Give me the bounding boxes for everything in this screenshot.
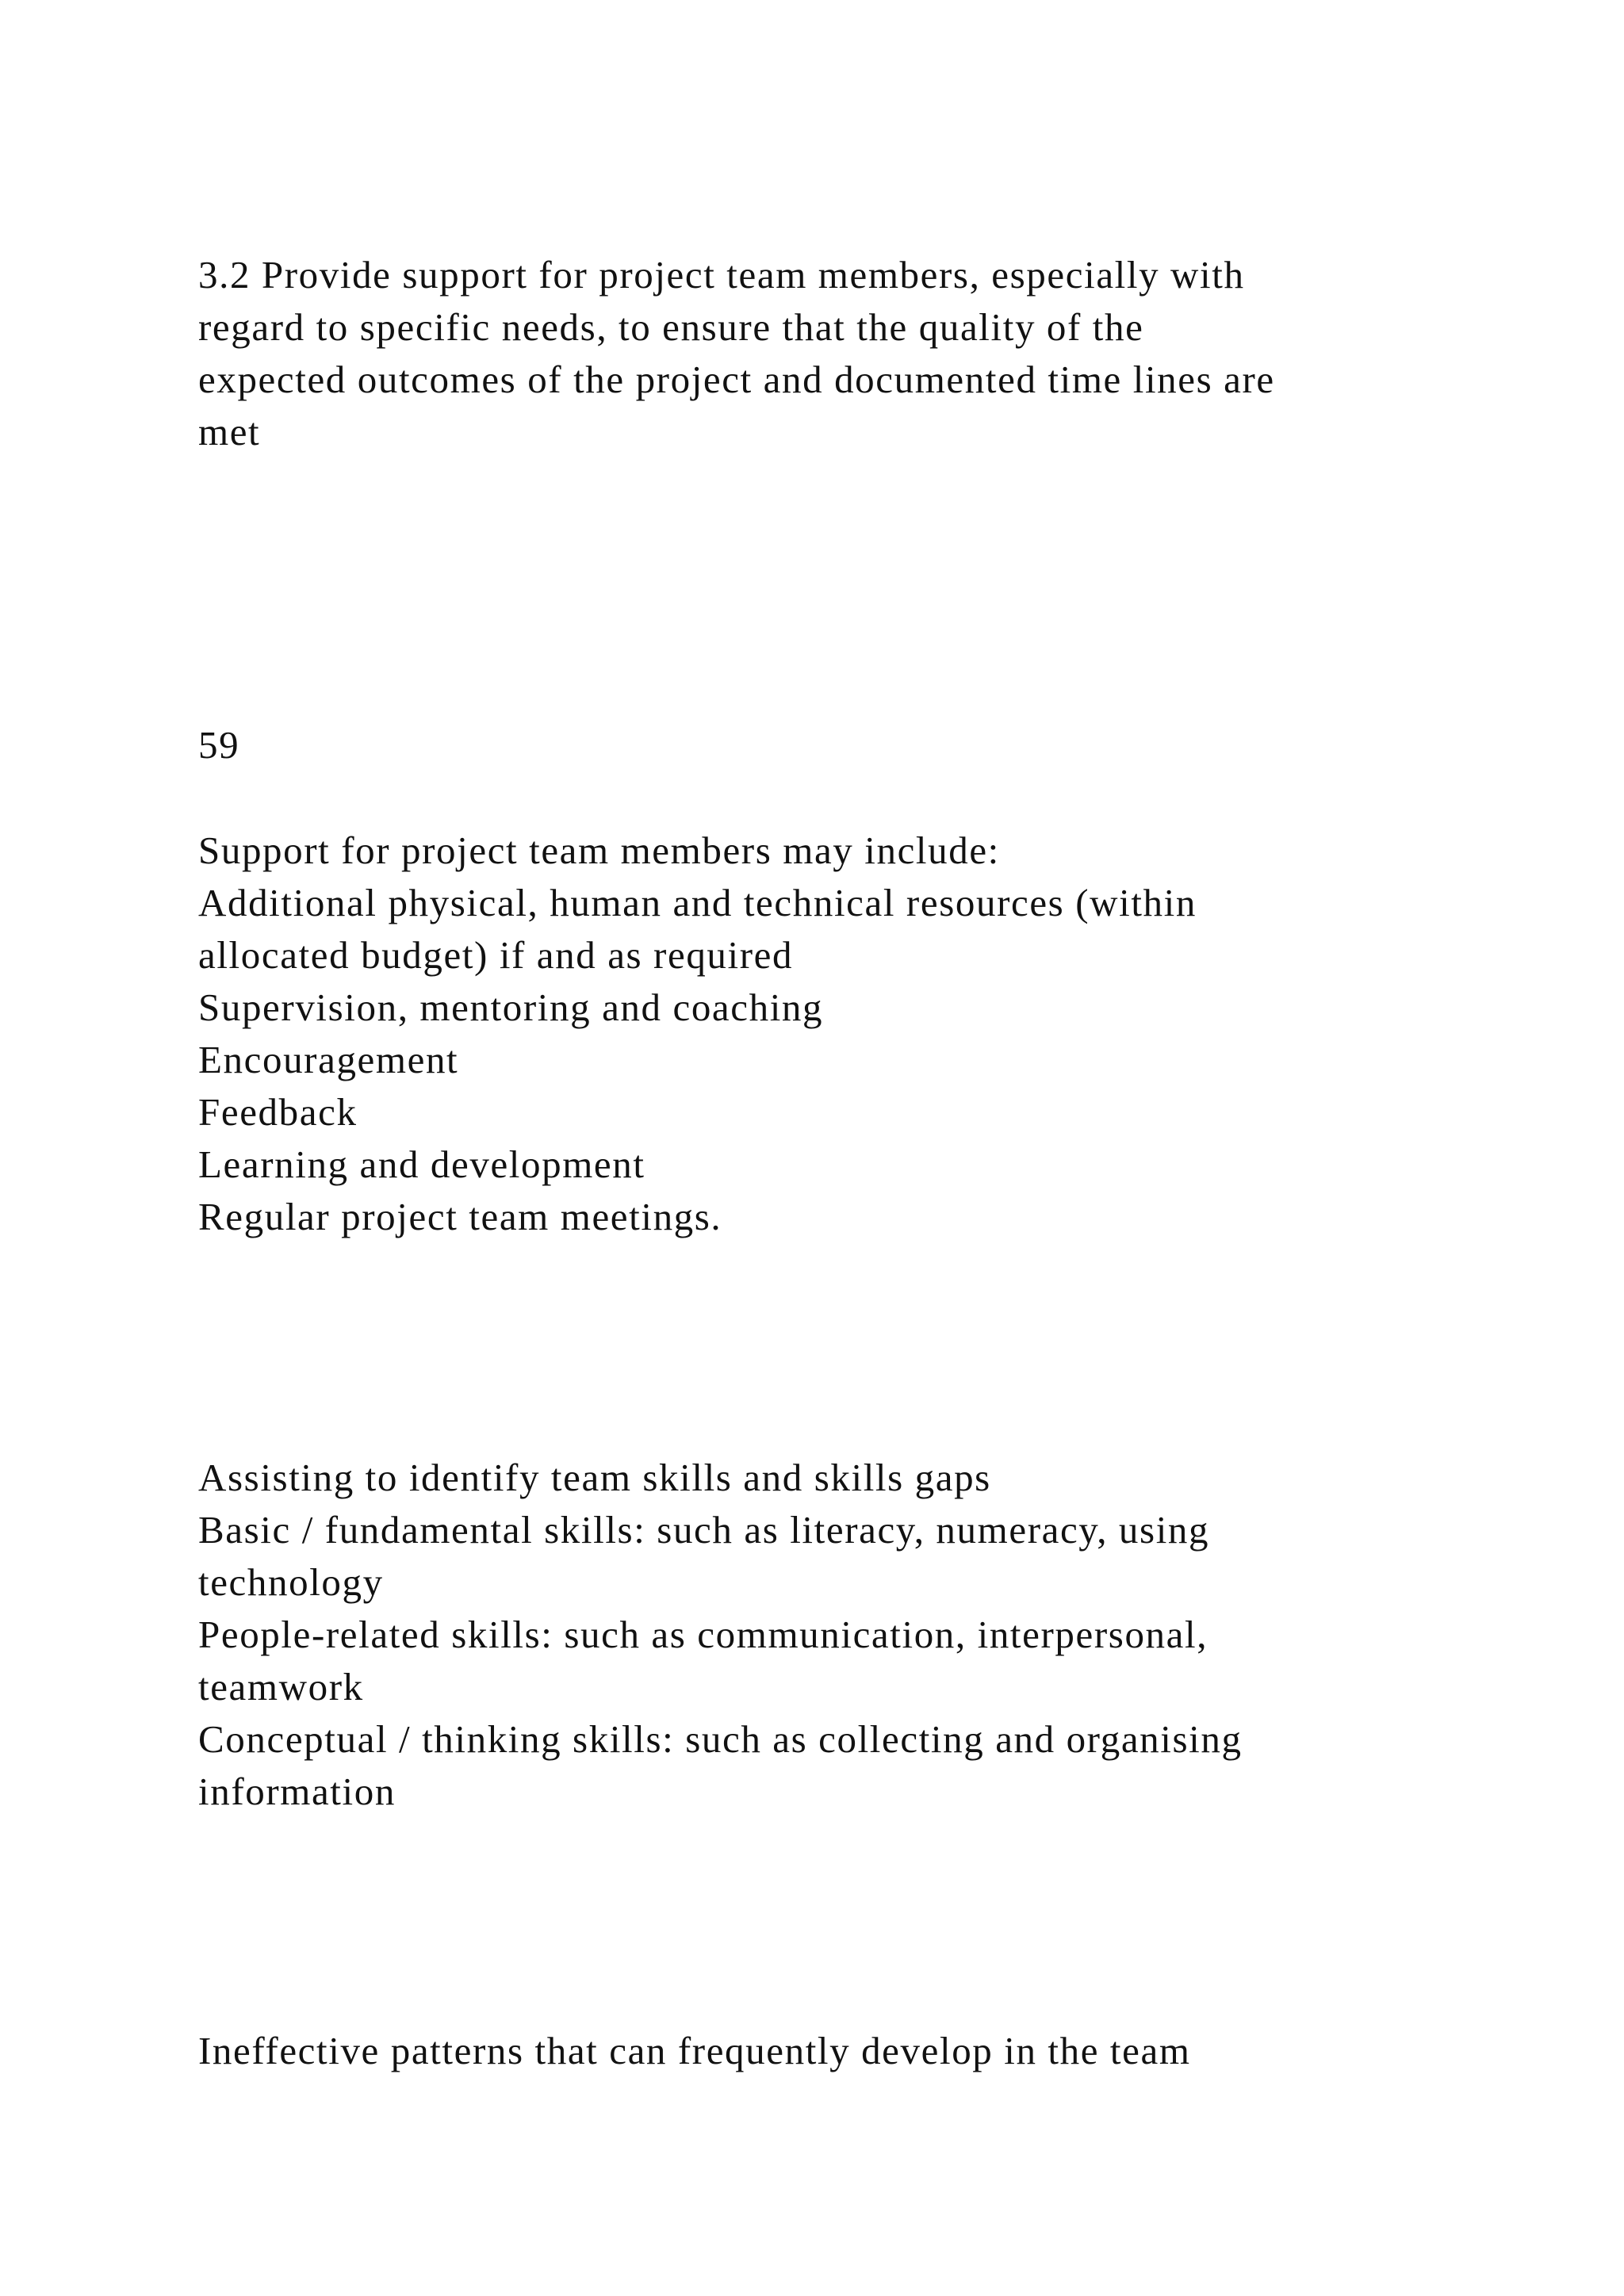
support-item: Encouragement bbox=[198, 1038, 459, 1081]
skills-item: teamwork bbox=[198, 1665, 364, 1709]
support-item: Feedback bbox=[198, 1090, 358, 1134]
support-list bbox=[198, 825, 1467, 1243]
support-item: Supervision, mentoring and coaching bbox=[198, 985, 824, 1029]
section-heading bbox=[198, 249, 1467, 458]
support-item: Additional physical, human and technical resources (within bbox=[198, 881, 1197, 924]
support-item: allocated budget) if and as required bbox=[198, 933, 794, 977]
skills-item: People-related skills: such as communication, interpersonal, bbox=[198, 1613, 1208, 1656]
section-heading-line: met bbox=[198, 410, 261, 453]
skills-item: Conceptual / thinking skills: such as collecting and organising bbox=[198, 1717, 1243, 1761]
section-heading-line: 3.2 Provide support for project team members, especially with bbox=[198, 253, 1245, 297]
page-number-text: 59 bbox=[198, 723, 240, 767]
skills-item: technology bbox=[198, 1560, 384, 1604]
skills-list bbox=[198, 1452, 1467, 1818]
skills-item: information bbox=[198, 1770, 396, 1813]
patterns-heading-text: Ineffective patterns that can frequently develop in the team bbox=[198, 2029, 1191, 2072]
skills-item: Basic / fundamental skills: such as literacy, numeracy, using bbox=[198, 1508, 1210, 1552]
skills-heading: Assisting to identify team skills and skills gaps bbox=[198, 1456, 991, 1499]
section-heading-line: regard to specific needs, to ensure that the quality of the bbox=[198, 305, 1144, 349]
section-heading-line: expected outcomes of the project and documented time lines are bbox=[198, 358, 1275, 401]
support-item: Regular project team meetings. bbox=[198, 1195, 722, 1238]
patterns-heading bbox=[198, 2025, 1467, 2077]
support-intro: Support for project team members may include: bbox=[198, 828, 1000, 872]
page-number bbox=[198, 719, 1467, 771]
support-item: Learning and development bbox=[198, 1142, 645, 1186]
